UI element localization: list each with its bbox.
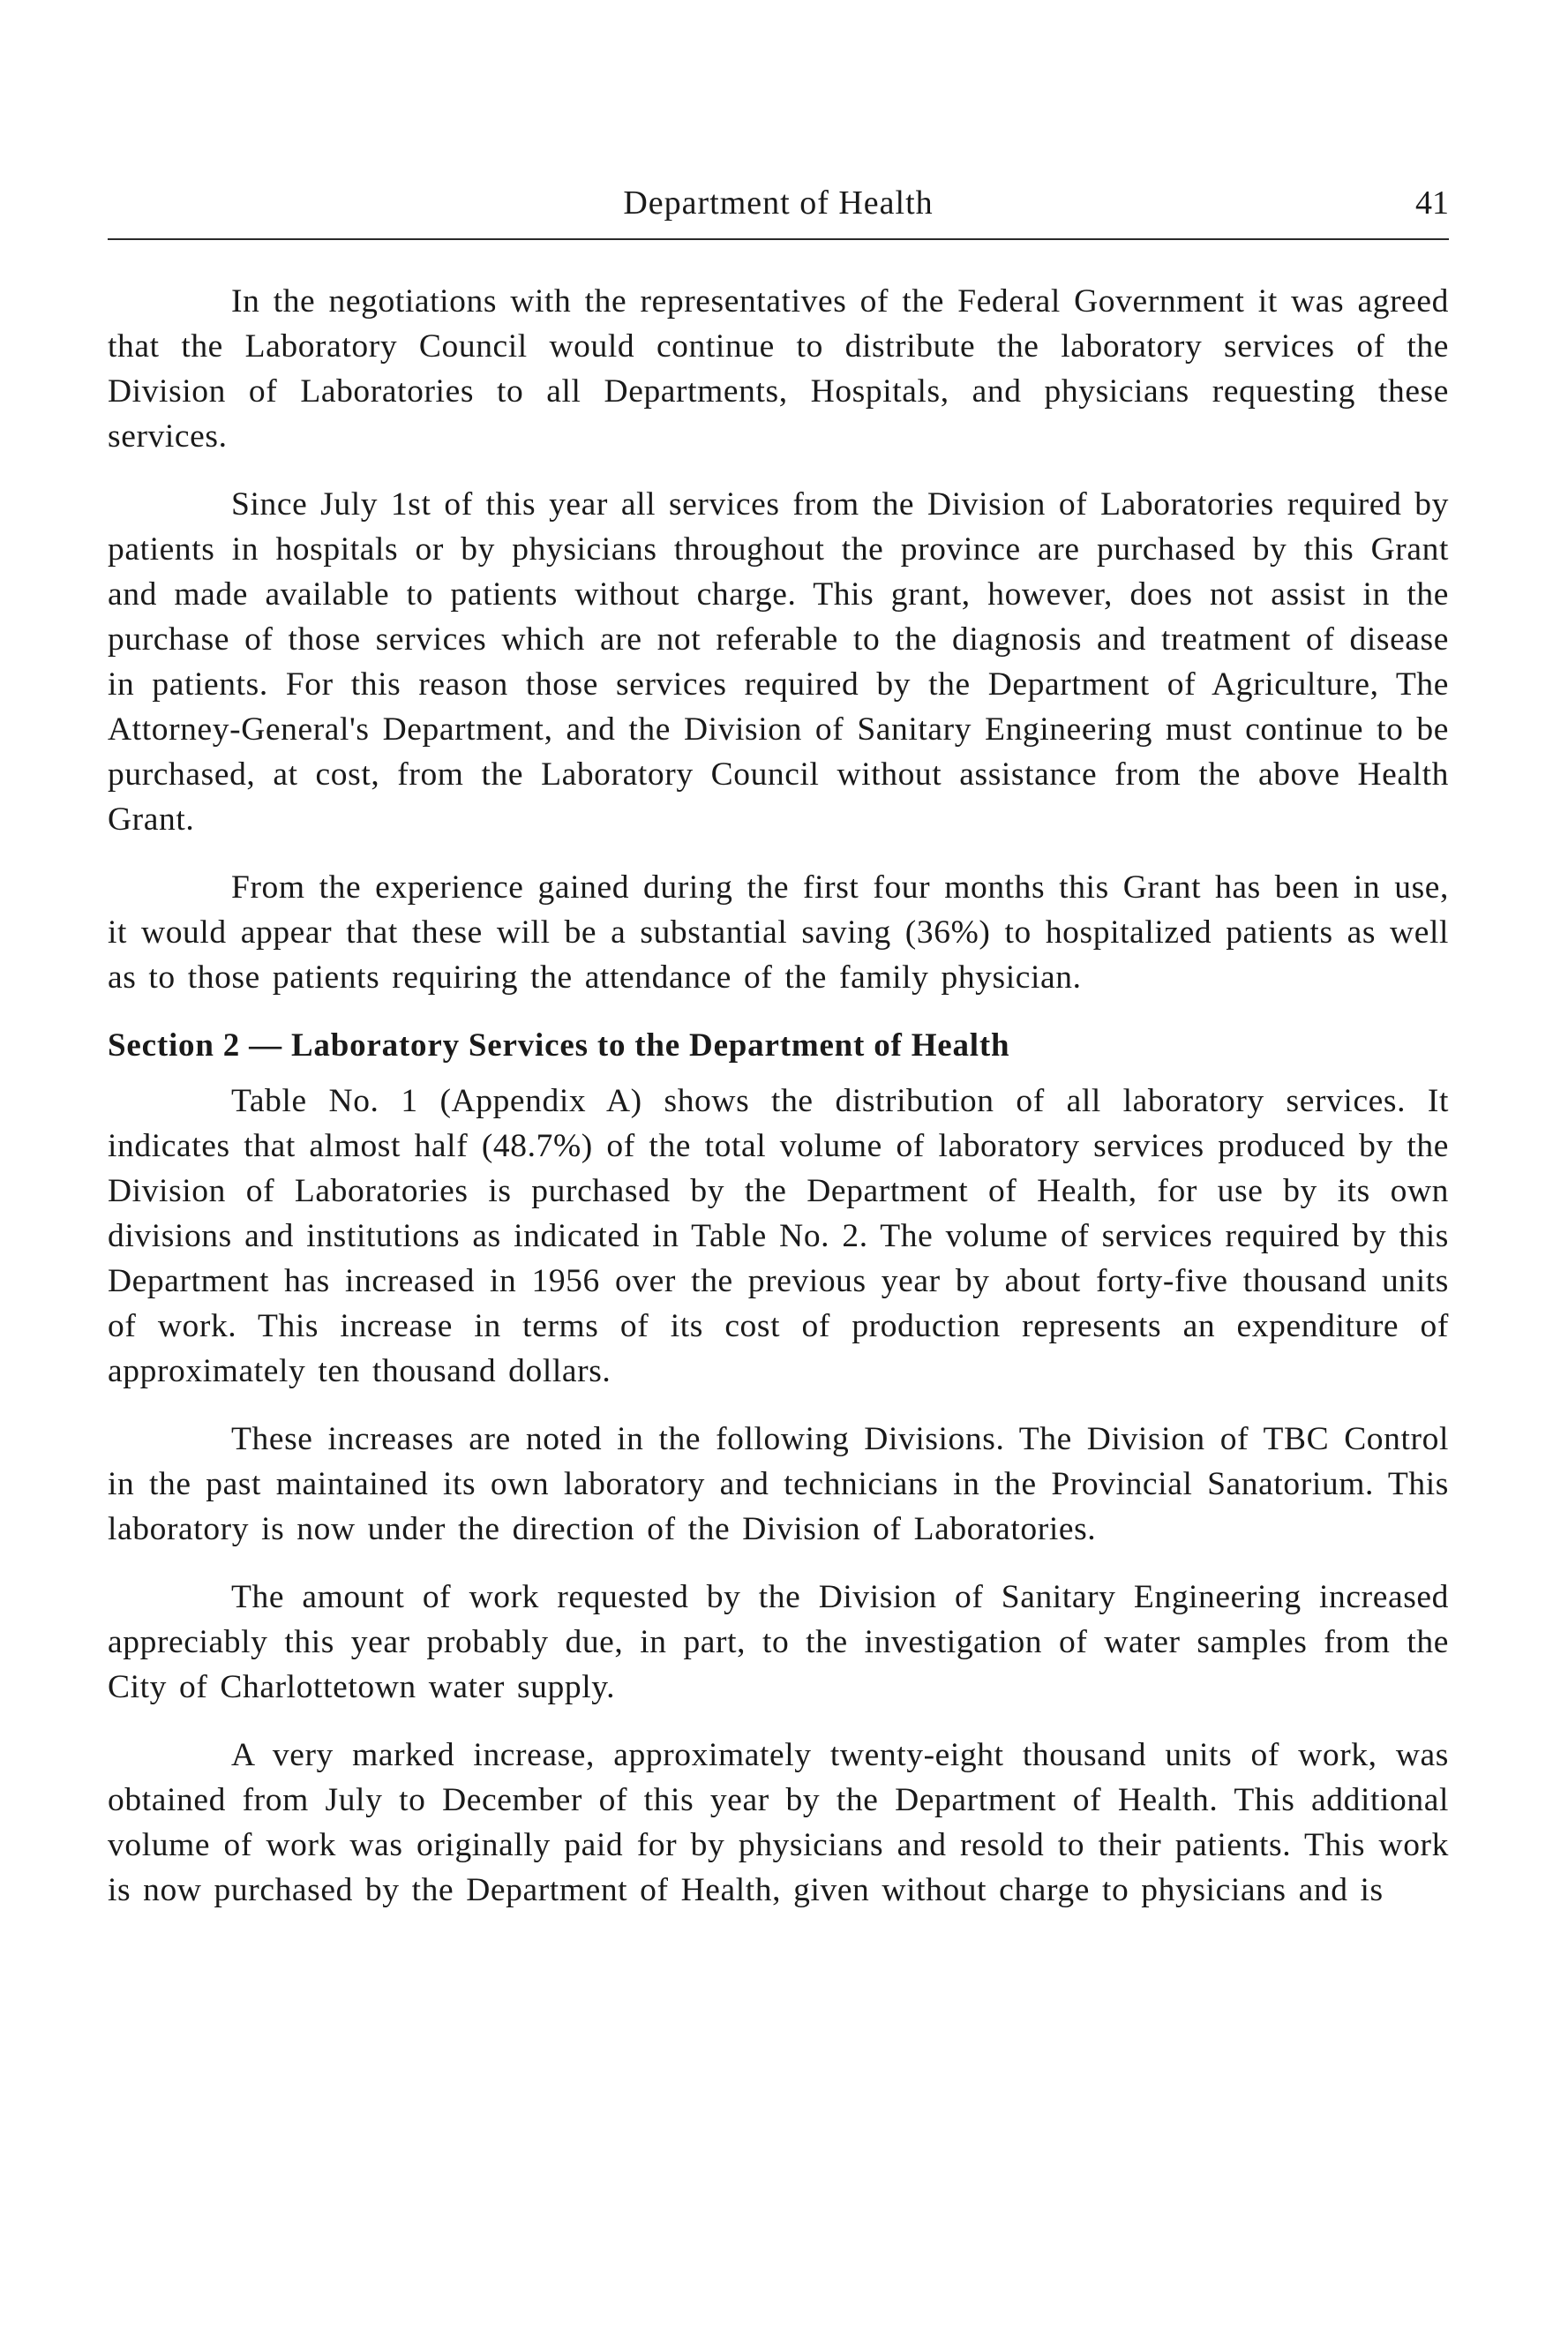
section-heading: Section 2 — Laboratory Services to the Department of Health xyxy=(108,1027,1010,1064)
paragraph-table-distribution: Table No. 1 (Appendix A) shows the distribution of all laboratory services. It indicates that almost half (48.7%) of the total volume of laboratory services produced by the Division of Laboratories is purchased by the Department of Health, for use by its own divisions and institutions as indicated in Table No. 2. The volume of services required by this Department has increased in 1956 over the previous year by about forty-five thousand units of work. This increase in terms of its cost of production represents an expenditure of approximately ten thousand dollars. xyxy=(108,1083,1449,1389)
running-title: Department of Health xyxy=(623,184,934,222)
header-rule xyxy=(108,238,1449,240)
paragraph-marked-increase: A very marked increase, approximately twenty-eight thousand units of work, was obtained from July to December of this year by the Department of Health. This additional volume of work was originally paid for by physicians and resold to their patients. This work is now purchased by the Department of Health, given without charge to physicians and is xyxy=(108,1737,1449,1908)
paragraph-experience: From the experience gained during the first four months this Grant has been in use, it would appear that these will be a substantial saving (36%) to hospitalized patients as well as to those patients requiring the attendance of the family physician. xyxy=(108,869,1449,996)
paragraph-sanitary-engineering: The amount of work requested by the Division of Sanitary Engineering increased appreciably this year probably due, in part, to the investigation of water samples from the City of Charlottetown water supply. xyxy=(108,1579,1449,1705)
paragraph-grant-services: Since July 1st of this year all services from the Division of Laboratories required by patients in hospitals or by physicians throughout the province are purchased by this Grant and made available to patients without charge. This grant, however, does not assist in the purchase of those services which are not referable to the diagnosis and treatment of disease in patients. For this reason those services required by the Department of Agriculture, The Attorney-General's Department, and the Division of Sanitary Engineering must continue to be purchased, at cost, from the Laboratory Council without assistance from the above Health Grant. xyxy=(108,486,1449,838)
running-header xyxy=(108,177,1449,229)
paragraph-negotiations: In the negotiations with the representatives of the Federal Government it was agreed that the Laboratory Council would continue to distribute the laboratory services of the Division of Laboratories to all Departments, Hospitals, and physicians requesting these services. xyxy=(108,283,1449,455)
document-page xyxy=(108,177,1449,1936)
paragraph-increases: These increases are noted in the following Divisions. The Division of TBC Control in the past maintained its own laboratory and technicians in the Provincial Sanatorium. This laboratory is now under the direction of the Division of Laboratories. xyxy=(108,1421,1449,1547)
page-number: 41 xyxy=(1415,184,1449,222)
